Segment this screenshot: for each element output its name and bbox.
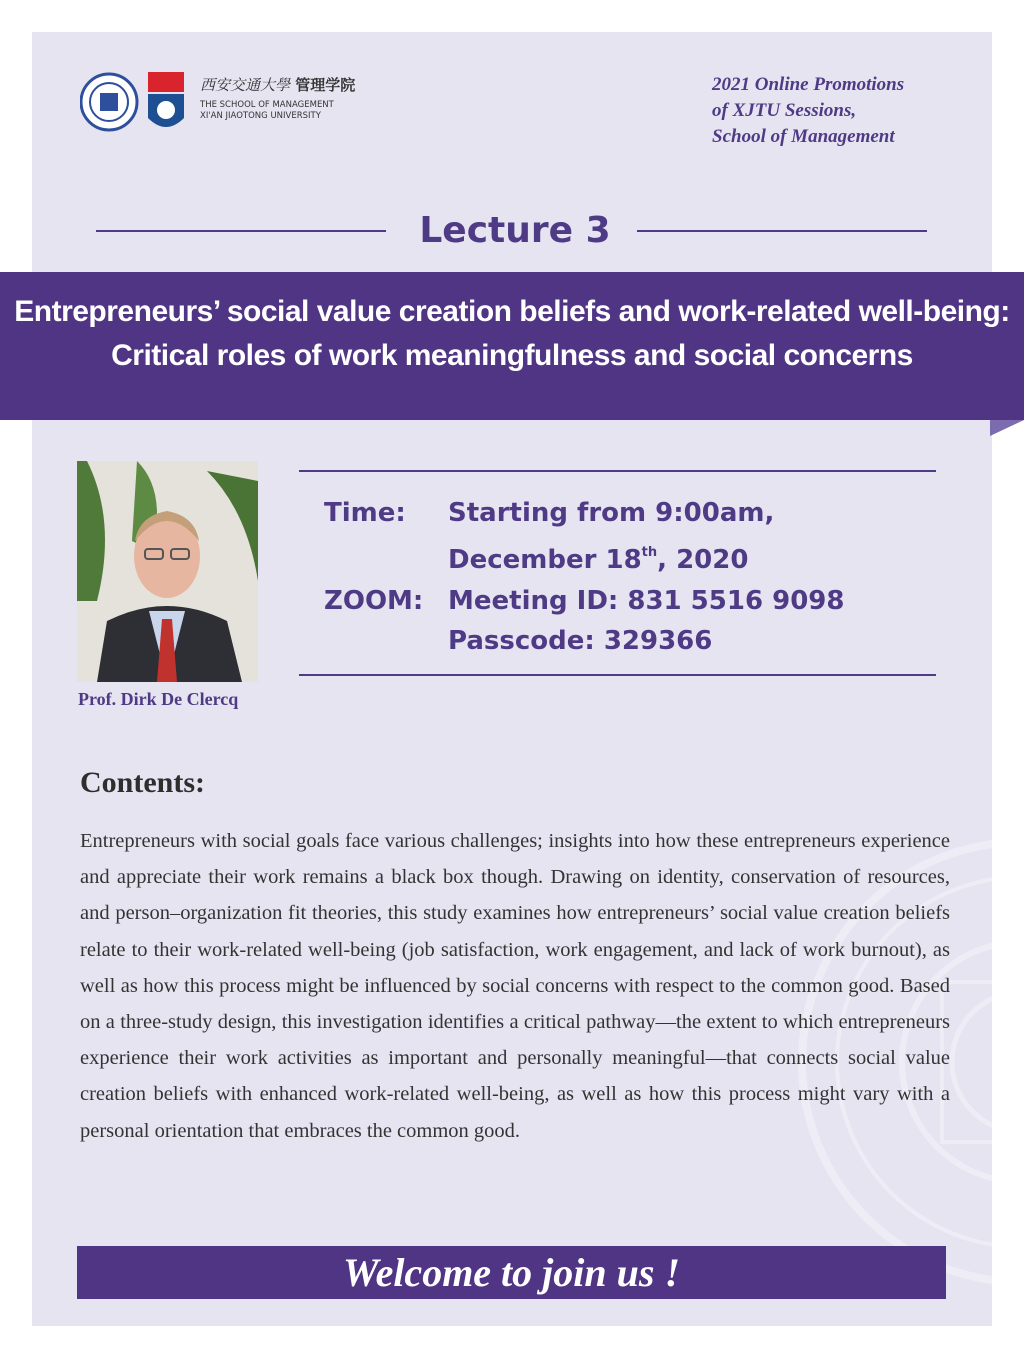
divider-left	[96, 230, 386, 232]
date-prefix: December 18	[448, 545, 642, 575]
meeting-id: Meeting ID: 831 5516 9098	[448, 586, 845, 616]
info-divider-bottom	[299, 674, 936, 676]
title-line-1: Entrepreneurs’ social value creation beliefs and work-related well-being:	[14, 295, 1010, 328]
xjtu-seal-icon	[81, 74, 137, 130]
lecture-label: Lecture 3	[419, 210, 611, 251]
divider-right	[637, 230, 927, 232]
promo-text	[712, 72, 972, 150]
title-line-2: Critical roles of work meaningfulness and social concerns	[111, 339, 913, 372]
speaker-portrait-icon	[77, 461, 258, 682]
promo-line-1: 2021 Online Promotions	[712, 74, 905, 95]
welcome-banner: Welcome to join us !	[77, 1246, 946, 1299]
time-label: Time:	[324, 498, 406, 528]
school-name-en-line2: XI'AN JIAOTONG UNIVERSITY	[200, 111, 321, 121]
speaker-photo	[77, 461, 258, 682]
time-value: Starting from 9:00am,	[448, 498, 775, 528]
date-suffix: th	[641, 545, 658, 560]
school-name-cn-text: 管理学院	[295, 76, 356, 94]
date-year: , 2020	[657, 545, 749, 575]
banner-fold	[990, 420, 1024, 436]
promo-line-3: School of Management	[712, 126, 895, 147]
speaker-name: Prof. Dirk De Clercq	[78, 689, 239, 709]
school-of-management-shield-icon	[148, 72, 184, 127]
university-name-cn: 西安交通大學	[200, 76, 291, 94]
contents-heading: Contents:	[80, 766, 205, 799]
date-value	[448, 533, 748, 580]
zoom-label: ZOOM:	[324, 586, 424, 616]
promo-line-2: of XJTU Sessions,	[712, 100, 857, 121]
school-name-en-line1: THE SCHOOL OF MANAGEMENT	[200, 100, 334, 110]
info-divider-top	[299, 470, 936, 472]
lecture-title	[0, 290, 1024, 378]
school-name-cn	[200, 74, 355, 95]
passcode: Passcode: 329366	[448, 626, 713, 656]
contents-body: Entrepreneurs with social goals face various challenges; insights into how these entrepreneurs experience and appreciate their work remains a black box though. Drawing on identity, conservation of resources, and person–organization fit theories, this study examines how entrepreneurs’ social value creation beliefs relate to their work-related well-being (job satisfaction, work engagement, and lack of work burnout), as well as how this process might be influenced by social concerns with respect to the common good. Based on a three-study design, this investigation identifies a critical pathway—the extent to which entrepreneurs experience their work activities as important and personally meaningful—that connects social value creation beliefs with enhanced work-related well-being, as well as how this process might vary with a personal orientation that embraces the common good.	[80, 830, 950, 1142]
